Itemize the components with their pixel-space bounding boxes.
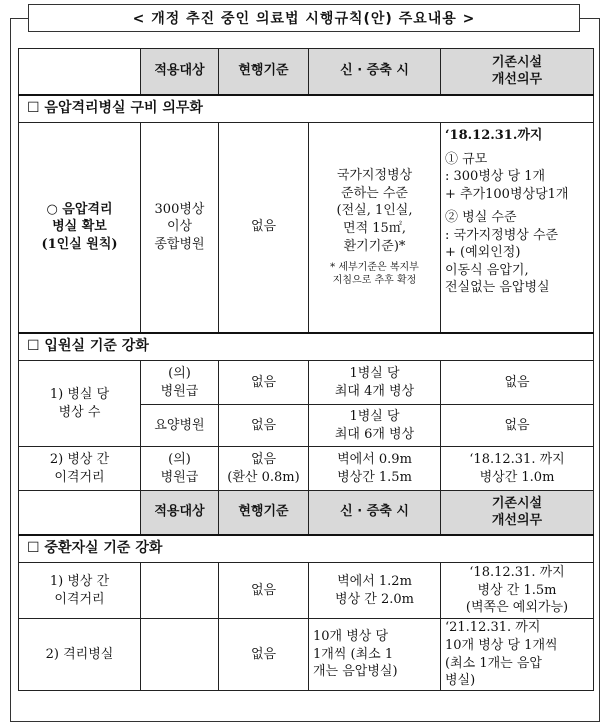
frame-top-left-rule bbox=[10, 18, 28, 19]
section-row-icu bbox=[19, 535, 594, 563]
current-cell: 없음 bbox=[219, 361, 309, 405]
current-cell: 없음 bbox=[219, 405, 309, 447]
existing-cell bbox=[441, 123, 594, 333]
new-cell: 벽에서 0.9m 병상간 1.5m bbox=[309, 447, 441, 491]
target-cell: (의) 병원급 bbox=[141, 361, 219, 405]
header-row bbox=[19, 49, 594, 95]
item-bed-spacing: 2) 병상 간 이격거리 bbox=[19, 447, 141, 491]
existing-cell: 없음 bbox=[441, 405, 594, 447]
header-new: 신 · 증축 시 bbox=[309, 491, 441, 535]
new-cell: 10개 병상 당 1개씩 (최소 1 개는 음압병실) bbox=[309, 619, 441, 691]
section-title-icu: ☐ 중환자실 기준 강화 bbox=[19, 535, 594, 563]
new-cell: 1병실 당 최대 4개 병상 bbox=[309, 361, 441, 405]
frame-top-right-rule bbox=[580, 18, 600, 19]
header-existing: 기존시설 개선의무 bbox=[441, 491, 594, 535]
header-new: 신 · 증축 시 bbox=[309, 49, 441, 95]
header-target: 적용대상 bbox=[141, 49, 219, 95]
table-row bbox=[19, 563, 594, 619]
existing-cell: ‘21.12.31. 까지 10개 병상 당 1개씩 (최소 1개는 음압 병실) bbox=[441, 619, 594, 691]
header-target: 적용대상 bbox=[141, 491, 219, 535]
target-cell bbox=[141, 619, 219, 691]
header-blank-cell bbox=[19, 491, 141, 535]
item-negative-pressure-room: ○ 음압격리 병실 확보 (1인실 원칙) bbox=[19, 123, 141, 333]
new-cell: 1병실 당 최대 6개 병상 bbox=[309, 405, 441, 447]
current-cell: 없음 bbox=[219, 123, 309, 333]
existing-cell: 없음 bbox=[441, 361, 594, 405]
existing-scale: ① 규모 : 300병상 당 1개 + 추가100병상당1개 bbox=[445, 151, 569, 202]
new-cell: 벽에서 1.2m 병상 간 2.0m bbox=[309, 563, 441, 619]
section-row-negative-pressure bbox=[19, 95, 594, 123]
table-row bbox=[19, 361, 594, 405]
document-title bbox=[28, 4, 580, 32]
new-cell bbox=[309, 123, 441, 333]
existing-cell: ‘18.12.31. 까지 병상간 1.0m bbox=[441, 447, 594, 491]
item-isolation-room: 2) 격리병실 bbox=[19, 619, 141, 691]
header-current: 현행기준 bbox=[219, 49, 309, 95]
table-row bbox=[19, 619, 594, 691]
existing-room-level: ② 병실 수준 : 국가지정병상 수준 + (예외인정) 이동식 음압기, 전실없는 음압병실 bbox=[445, 210, 559, 296]
regulation-table bbox=[18, 48, 594, 691]
current-cell: 없음 bbox=[219, 619, 309, 691]
header-current: 현행기준 bbox=[219, 491, 309, 535]
item-beds-per-room: 1) 병실 당 병상 수 bbox=[19, 361, 141, 447]
current-cell: 없음 (환산 0.8m) bbox=[219, 447, 309, 491]
existing-deadline: ‘18.12.31.까지 bbox=[445, 128, 543, 143]
header-row bbox=[19, 491, 594, 535]
target-cell: 300병상 이상 종합병원 bbox=[141, 123, 219, 333]
section-title-negative-pressure: ☐ 음압격리병실 구비 의무화 bbox=[19, 95, 594, 123]
new-criteria-text: 국가지정병상 준하는 수준 (전실, 1인실, 면적 15㎡, 환기기준)* bbox=[336, 168, 413, 254]
title-text: < 개정 추진 중인 의료법 시행규칙(안) 주요내용 > bbox=[132, 11, 476, 27]
existing-cell: ‘18.12.31. 까지 병상 간 1.5m (벽쪽은 예외가능) bbox=[441, 563, 594, 619]
section-title-ward: ☐ 입원실 기준 강화 bbox=[19, 333, 594, 361]
target-cell bbox=[141, 563, 219, 619]
item-icu-bed-spacing: 1) 병상 간 이격거리 bbox=[19, 563, 141, 619]
header-existing: 기존시설 개선의무 bbox=[441, 49, 594, 95]
target-cell: (의) 병원급 bbox=[141, 447, 219, 491]
table-row-negative-pressure bbox=[19, 123, 594, 333]
current-cell: 없음 bbox=[219, 563, 309, 619]
table-row bbox=[19, 447, 594, 491]
section-row-ward bbox=[19, 333, 594, 361]
new-criteria-footnote: * 세부기준은 복지부 지침으로 추후 확정 bbox=[330, 262, 419, 287]
target-cell: 요양병원 bbox=[141, 405, 219, 447]
header-blank-cell bbox=[19, 49, 141, 95]
